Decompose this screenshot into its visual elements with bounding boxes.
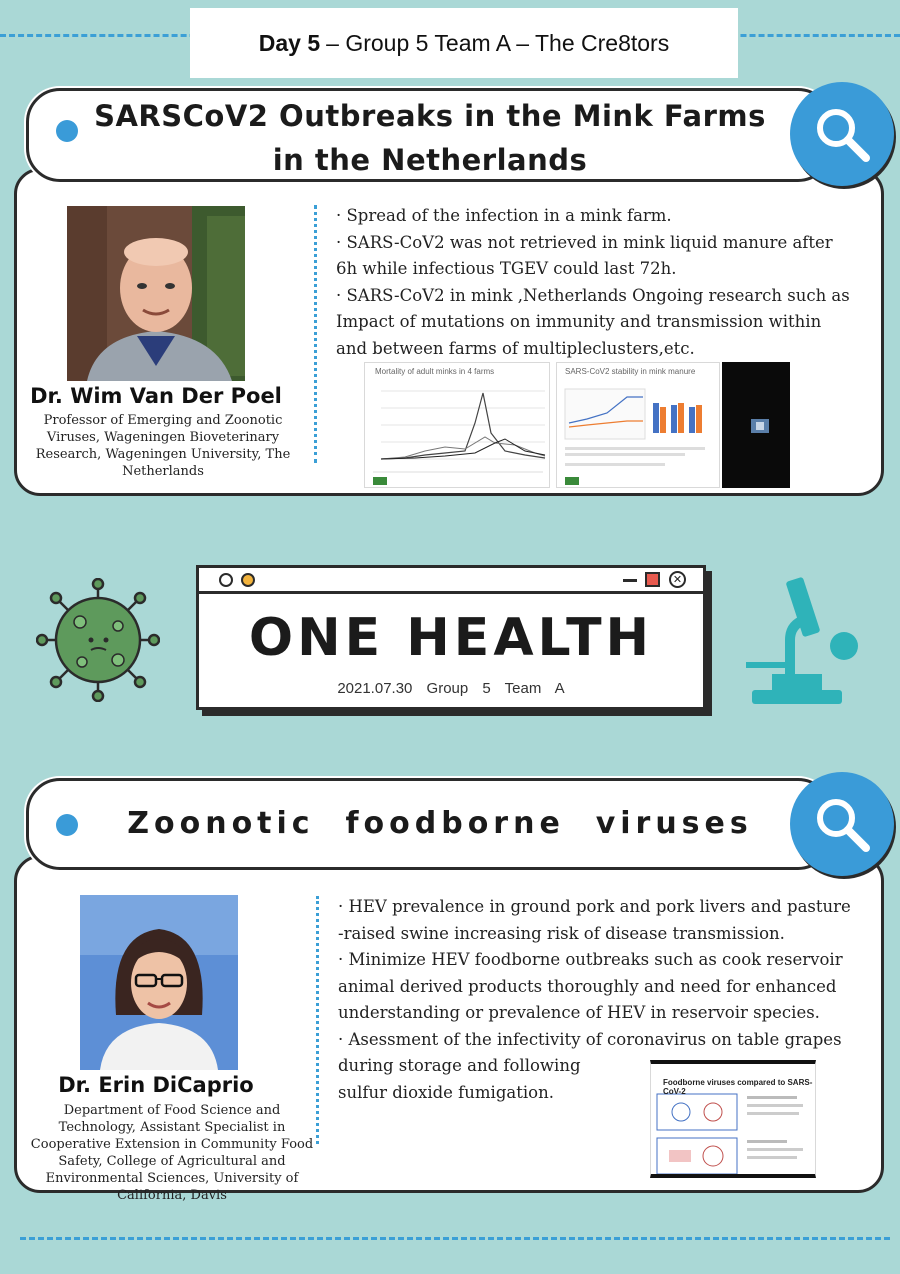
video-thumbnail[interactable] xyxy=(722,362,790,488)
bullet-text: · Minimize HEV foodborne outbreaks such as cook reservoir xyxy=(338,950,843,969)
bullet-text: · Spread of the infection in a mink farm. xyxy=(336,206,672,225)
banner-title: ONE HEALTH xyxy=(248,608,654,668)
section1-bullet-dot xyxy=(56,120,78,142)
section1-title: SARSCoV2 Outbreaks in the Mink Farms in the Netherlands xyxy=(94,99,766,177)
search-icon xyxy=(790,82,894,186)
section1-divider xyxy=(314,205,317,463)
minimize-icon[interactable] xyxy=(623,579,637,582)
bullet-text: Impact of mutations on immunity and transmission within xyxy=(336,312,822,331)
bottom-dashed-divider xyxy=(20,1237,890,1240)
maximize-icon[interactable] xyxy=(645,572,660,587)
speaker2-name: Dr. Erin DiCaprio xyxy=(58,1073,254,1097)
bullet-text: · SARS-CoV2 was not retrieved in mink liquid manure after xyxy=(336,232,833,252)
bullet-text: 6h while infectious TGEV could last 72h. xyxy=(336,259,677,278)
stability-chart-thumbnail: SARS-CoV2 stability in mink manure xyxy=(556,362,720,488)
foodborne-slide-thumbnail: Foodborne viruses compared to SARS-CoV-2 xyxy=(650,1060,816,1178)
header-group: – Group 5 Team A – The Cre8tors xyxy=(326,30,670,56)
close-icon[interactable]: ✕ xyxy=(669,571,686,588)
window-title-bar xyxy=(199,568,703,594)
virus-icon xyxy=(36,578,160,702)
section2-bullet-dot xyxy=(56,814,78,836)
bullet-text: · HEV prevalence in ground pork and pork livers and pasture xyxy=(338,897,851,916)
bullet-text: during storage and following xyxy=(338,1056,581,1075)
section2-search-button[interactable] xyxy=(790,772,894,876)
bullet-text: animal derived products thoroughly and need for enhanced xyxy=(338,976,837,996)
bullet-text: · SARS-CoV2 in mink ,Netherlands Ongoing research such as xyxy=(336,285,850,305)
banner-subtitle: 2021.07.30 Group 5 Team A xyxy=(337,680,565,697)
speaker1-photo xyxy=(67,206,245,381)
bullet-text: understanding or prevalence of HEV in reservoir species. xyxy=(338,1003,820,1022)
bullet-text: and between farms of multipleclusters,etc. xyxy=(336,338,695,358)
mortality-chart-thumbnail: Mortality of adult minks in 4 farms xyxy=(364,362,550,488)
section2-title: Zoonotic foodborne viruses xyxy=(127,806,753,841)
speaker2-photo xyxy=(80,895,238,1070)
window-circle-orange xyxy=(241,573,255,587)
microscope-icon xyxy=(742,570,862,710)
header-day: Day 5 xyxy=(258,30,321,56)
speaker1-description: Professor of Emerging and Zoonotic Viruses, Wageningen Bioveterinary Research, Wageningen University, The Netherlands xyxy=(35,413,291,479)
speaker2-description: Department of Food Science and Technology, Assistant Specialist in Cooperative Extension in Community Food Safety, College of Agricultural and Environmental Sciences, University of California, Davis xyxy=(30,1103,314,1203)
page-header xyxy=(190,8,738,78)
section1-bullets xyxy=(336,203,866,362)
search-icon xyxy=(790,772,894,876)
window-circle-left xyxy=(219,573,233,587)
speaker1-name: Dr. Wim Van Der Poel xyxy=(30,384,282,408)
bullet-text: · Asessment of the infectivity of coronavirus on table grapes xyxy=(338,1029,842,1049)
one-health-window xyxy=(196,565,706,710)
section2-divider xyxy=(316,896,319,1144)
bullet-text: -raised swine increasing risk of disease transmission. xyxy=(338,923,785,943)
section1-search-button[interactable] xyxy=(790,82,894,186)
bullet-text: sulfur dioxide fumigation. xyxy=(338,1082,554,1102)
